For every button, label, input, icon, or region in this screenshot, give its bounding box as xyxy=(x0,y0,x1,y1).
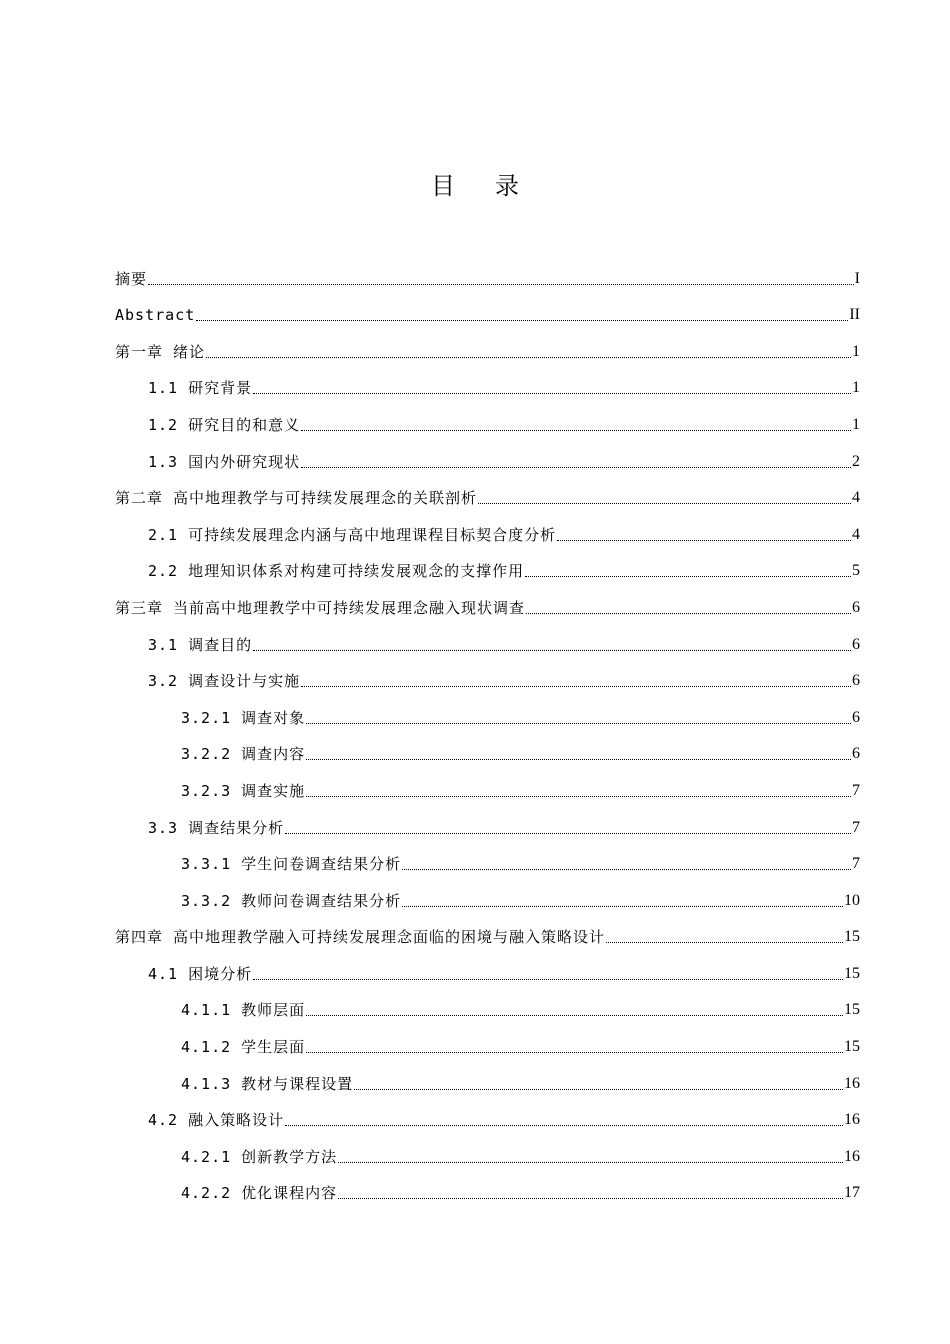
toc-entry[interactable] xyxy=(115,801,860,838)
toc-entry-page-number: 15 xyxy=(844,1001,860,1019)
toc-entry-page-number: 6 xyxy=(852,672,860,690)
toc-entry[interactable] xyxy=(115,691,860,728)
toc-entry-page-number: I xyxy=(854,269,860,287)
toc-entry[interactable] xyxy=(115,252,860,289)
toc-entry-page-number: 16 xyxy=(844,1074,860,1092)
toc-entry-page-number: 17 xyxy=(844,1184,860,1202)
dot-leader xyxy=(354,1089,843,1090)
dot-leader xyxy=(478,503,851,504)
toc-entry[interactable] xyxy=(115,472,860,509)
toc-entry[interactable] xyxy=(115,289,860,326)
toc-entry-label: 3.2.3 调查实施 xyxy=(181,781,306,800)
dot-leader xyxy=(557,540,851,541)
dot-leader xyxy=(306,723,851,724)
toc-entry-label: 3.1 调查目的 xyxy=(148,635,253,654)
toc-entry-label: 3.3.1 学生问卷调查结果分析 xyxy=(181,855,402,874)
dot-leader xyxy=(206,357,851,358)
toc-entry-label: 第二章 高中地理教学与可持续发展理念的关联剖析 xyxy=(115,489,478,508)
page-title: 目录 xyxy=(431,172,559,200)
toc-entry-page-number: 2 xyxy=(852,452,860,470)
dot-leader xyxy=(253,650,851,651)
toc-entry-page-number: 6 xyxy=(852,598,860,616)
toc-entry-page-number: 7 xyxy=(852,818,860,836)
toc-entry-page-number: 5 xyxy=(852,562,860,580)
toc-entry-page-number: 1 xyxy=(852,379,860,397)
toc-entry-page-number: 16 xyxy=(844,1147,860,1165)
toc-entry[interactable] xyxy=(115,362,860,399)
toc-entry-label: 3.3 调查结果分析 xyxy=(148,818,285,837)
toc-entry-page-number: 16 xyxy=(844,1111,860,1129)
toc-entry-label: 3.2 调查设计与实施 xyxy=(148,672,301,691)
toc-entry-label: Abstract xyxy=(115,306,196,325)
toc-entry[interactable] xyxy=(115,838,860,875)
toc-entry-label: 4.2.1 创新教学方法 xyxy=(181,1147,338,1166)
toc-entry-page-number: 7 xyxy=(852,855,860,873)
dot-leader xyxy=(301,686,851,687)
dot-leader xyxy=(606,942,843,943)
toc-entry-page-number: 7 xyxy=(852,781,860,799)
toc-entry[interactable] xyxy=(115,874,860,911)
toc-entry-label: 4.1.3 教材与课程设置 xyxy=(181,1074,354,1093)
toc-entry[interactable] xyxy=(115,947,860,984)
toc-entry[interactable] xyxy=(115,1057,860,1094)
toc-entry-label: 第一章 绪论 xyxy=(115,342,206,361)
toc-entry[interactable] xyxy=(115,1094,860,1131)
toc-entry-label: 1.3 国内外研究现状 xyxy=(148,452,301,471)
toc-entry-page-number: 6 xyxy=(852,745,860,763)
toc-entry-label: 第三章 当前高中地理教学中可持续发展理念融入现状调查 xyxy=(115,598,526,617)
dot-leader xyxy=(402,906,843,907)
toc-entry-page-number: 4 xyxy=(852,489,860,507)
dot-leader xyxy=(402,869,851,870)
toc-entry-label: 4.2 融入策略设计 xyxy=(148,1111,285,1130)
dot-leader xyxy=(253,393,851,394)
dot-leader xyxy=(285,1125,843,1126)
toc-entry-label: 2.2 地理知识体系对构建可持续发展观念的支撑作用 xyxy=(148,562,525,581)
toc-entry[interactable] xyxy=(115,911,860,948)
toc-entry[interactable] xyxy=(115,764,860,801)
dot-leader xyxy=(301,430,851,431)
toc-entry-page-number: 6 xyxy=(852,708,860,726)
toc-entry-page-number: 4 xyxy=(852,525,860,543)
toc-entry-page-number: 15 xyxy=(844,928,860,946)
dot-leader xyxy=(301,467,851,468)
toc-entry[interactable] xyxy=(115,325,860,362)
toc-entry-page-number: 15 xyxy=(844,1038,860,1056)
toc-entry[interactable] xyxy=(115,984,860,1021)
toc-entry[interactable] xyxy=(115,398,860,435)
toc-entry-page-number: 10 xyxy=(844,891,860,909)
dot-leader xyxy=(338,1198,843,1199)
toc-entry-label: 1.2 研究目的和意义 xyxy=(148,415,301,434)
dot-leader xyxy=(148,284,854,285)
toc-entry-label: 3.2.2 调查内容 xyxy=(181,745,306,764)
toc-entry-label: 3.3.2 教师问卷调查结果分析 xyxy=(181,891,402,910)
toc-entry[interactable] xyxy=(115,728,860,765)
toc-entry[interactable] xyxy=(115,1130,860,1167)
toc-entry-label: 2.1 可持续发展理念内涵与高中地理课程目标契合度分析 xyxy=(148,525,557,544)
toc-entry[interactable] xyxy=(115,581,860,618)
toc-entry-label: 3.2.1 调查对象 xyxy=(181,708,306,727)
dot-leader xyxy=(306,796,851,797)
toc-entry-label: 4.1 困境分析 xyxy=(148,964,253,983)
toc-entry-label: 1.1 研究背景 xyxy=(148,379,253,398)
dot-leader xyxy=(338,1162,843,1163)
toc-entry[interactable] xyxy=(115,1167,860,1204)
dot-leader xyxy=(306,1052,843,1053)
toc-entry[interactable] xyxy=(115,618,860,655)
toc-entry-label: 摘要 xyxy=(115,269,148,288)
toc-entry-page-number: 6 xyxy=(852,635,860,653)
toc-entry-label: 第四章 高中地理教学融入可持续发展理念面临的困境与融入策略设计 xyxy=(115,928,606,947)
dot-leader xyxy=(525,576,851,577)
toc-entry[interactable] xyxy=(115,545,860,582)
table-of-contents xyxy=(115,252,860,1203)
dot-leader xyxy=(196,320,848,321)
dot-leader xyxy=(306,759,851,760)
toc-entry[interactable] xyxy=(115,435,860,472)
toc-entry-page-number: 1 xyxy=(852,342,860,360)
toc-entry-label: 4.2.2 优化课程内容 xyxy=(181,1184,338,1203)
toc-entry[interactable] xyxy=(115,508,860,545)
dot-leader xyxy=(306,1015,843,1016)
toc-entry-page-number: 1 xyxy=(852,415,860,433)
toc-entry[interactable] xyxy=(115,655,860,692)
dot-leader xyxy=(526,613,851,614)
toc-entry-label: 4.1.1 教师层面 xyxy=(181,1001,306,1020)
dot-leader xyxy=(285,833,851,834)
toc-entry[interactable] xyxy=(115,1020,860,1057)
dot-leader xyxy=(253,979,843,980)
toc-entry-page-number: II xyxy=(849,306,860,324)
toc-entry-label: 4.1.2 学生层面 xyxy=(181,1038,306,1057)
toc-entry-page-number: 15 xyxy=(844,964,860,982)
